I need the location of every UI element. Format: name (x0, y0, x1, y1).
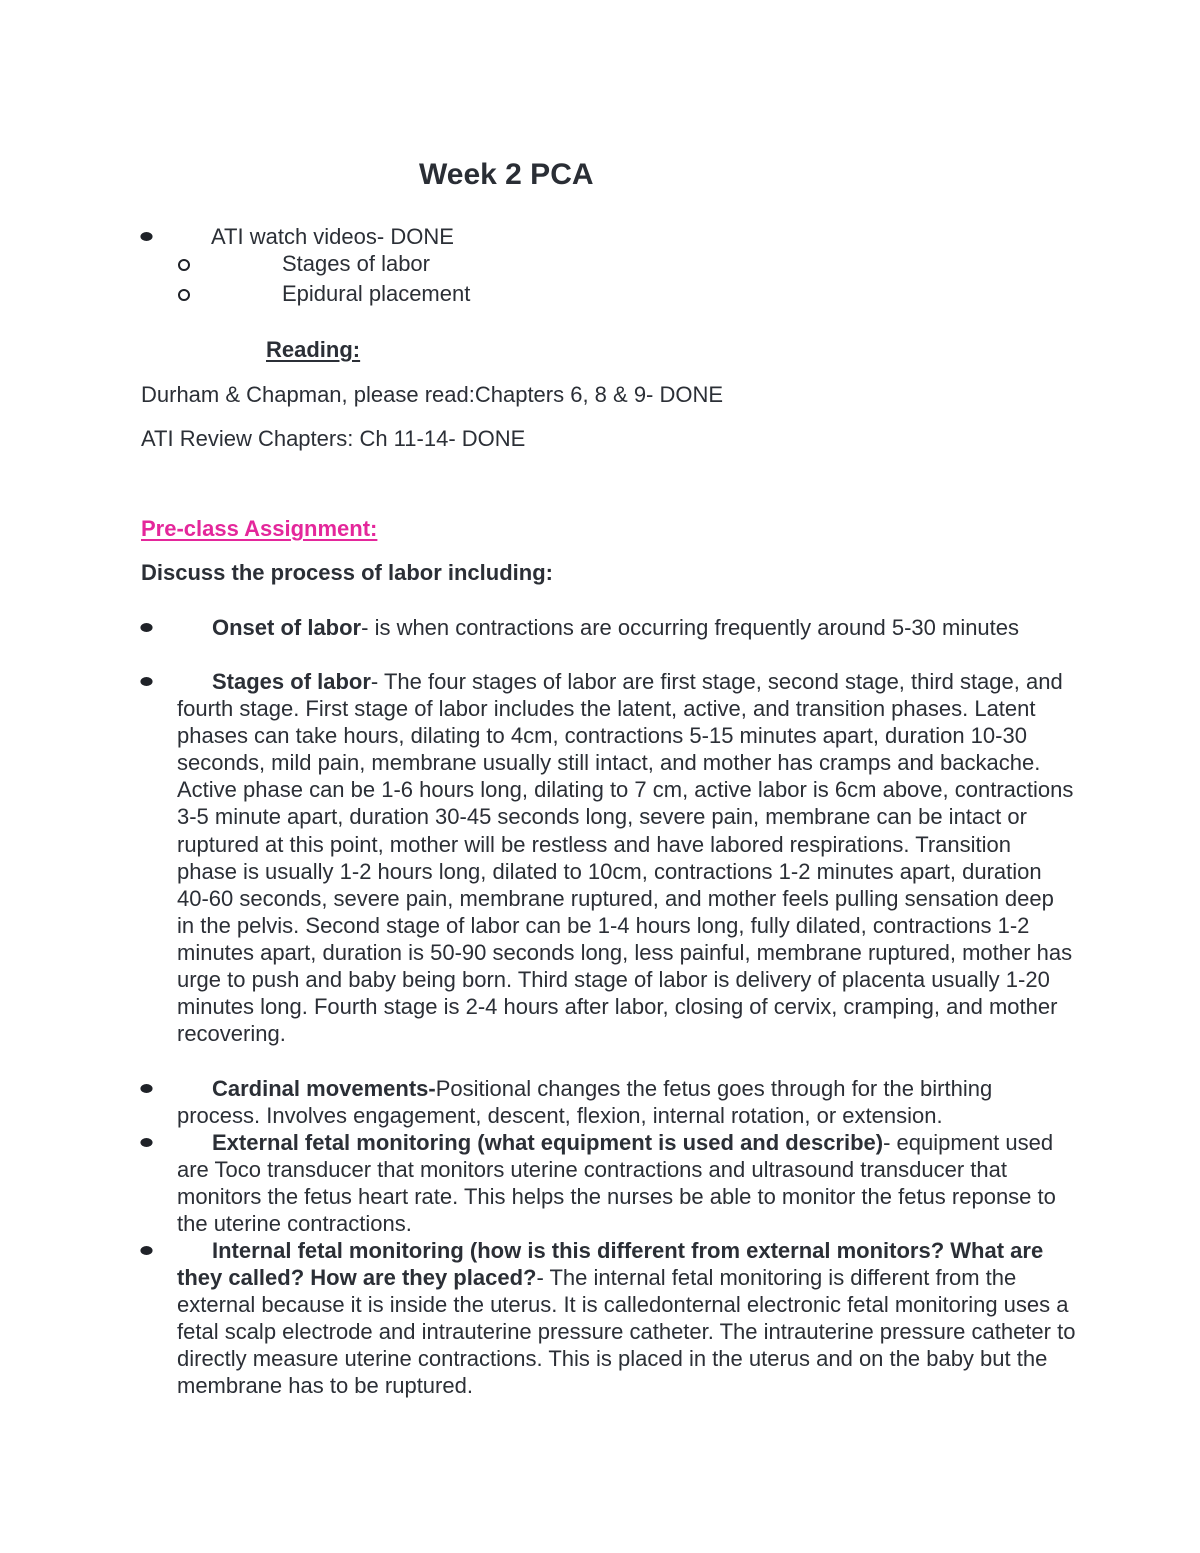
list-item (177, 614, 1077, 641)
bullet-icon (140, 677, 152, 686)
item-lead: Stages of labor (212, 669, 371, 694)
reading-heading: Reading: (266, 337, 361, 362)
ati-videos-item: ATI watch videos- DONE (211, 224, 454, 249)
item-text: - The internal fetal monitoring is different from the external because it is inside the uterus. It is calledonternal electronic fetal monitoring uses a fetal scalp electrode and intrauterine pressure catheter. The intrauterine pressure catheter to directly measure uterine contractions. This is placed in the uterus and on the baby but the membrane has to be ruptured. (177, 1265, 1076, 1399)
assignment-heading: Pre-class Assignment: (141, 516, 378, 541)
list-item (177, 1129, 1077, 1237)
item-lead: Onset of labor (212, 615, 362, 640)
reading-line-ati: ATI Review Chapters: Ch 11-14- DONE (141, 426, 526, 451)
list-item (177, 1237, 1077, 1400)
list-item (177, 668, 1077, 1047)
hollow-bullet-icon (178, 259, 190, 271)
item-text: Positional changes the fetus goes through for the birthing process. Involves engagement, descent, flexion, internal rotation, or extension. (177, 1076, 993, 1129)
sub-item-epidural: Epidural placement (282, 281, 471, 306)
item-text: - is when contractions are occurring frequently around 5-30 minutes (361, 615, 1020, 640)
bullet-icon (140, 232, 152, 241)
item-lead: Internal fetal monitoring (how is this different from external monitors? What are they called? How are they placed? (177, 1238, 1044, 1291)
bullet-icon (140, 1246, 152, 1255)
page-title: Week 2 PCA (419, 158, 594, 191)
bullet-icon (140, 1138, 152, 1147)
list-item (177, 1075, 1077, 1129)
bullet-icon (140, 1084, 152, 1093)
item-text: - The four stages of labor are first stage, second stage, third stage, and fourth stage. First stage of labor includes the latent, active, and transition phases. Latent phases can take hours, dilating to 4cm, contractions 5-15 minutes apart, duration 10-30 seconds, mild pain, membrane usually still intact, and mother has cramps and backache. Active phase can be 1-6 hours long, dilating to 7 cm, active labor is 6cm above, contractions 3-5 minute apart, duration 30-45 seconds long, severe pain, membrane can be intact or ruptured at this point, mother will be restless and have labored respirations. Transition phase is usually 1-2 hours long, dilated to 10cm, contractions 1-2 minutes apart, duration 40-60 seconds, severe pain, membrane ruptured, and mother feels pulling sensation deep in the pelvis. Second stage of labor can be 1-4 hours long, fully dilated, contractions 1-2 minutes apart, duration is 50-90 seconds long, less painful, membrane ruptured, mother has urge to push and baby being born. Third stage of labor is delivery of placenta usually 1-20 minutes long. Fourth stage is 2-4 hours after labor, closing of cervix, cramping, and mother recovering. (177, 669, 1074, 1047)
bullet-icon (140, 623, 152, 632)
sub-item-stages: Stages of labor (282, 251, 430, 276)
item-lead: External fetal monitoring (what equipment is used and describe) (212, 1130, 884, 1155)
item-text: - equipment used are Toco transducer that monitors uterine contractions and ultrasound transducer that monitors the fetus heart rate. This helps the nurses be able to monitor the fetus reponse to the uterine contractions. (177, 1130, 1056, 1237)
item-lead: Cardinal movements- (212, 1076, 436, 1101)
assignment-prompt: Discuss the process of labor including: (141, 560, 553, 585)
hollow-bullet-icon (178, 289, 190, 301)
reading-line-durham: Durham & Chapman, please read:Chapters 6, 8 & 9- DONE (141, 382, 724, 407)
